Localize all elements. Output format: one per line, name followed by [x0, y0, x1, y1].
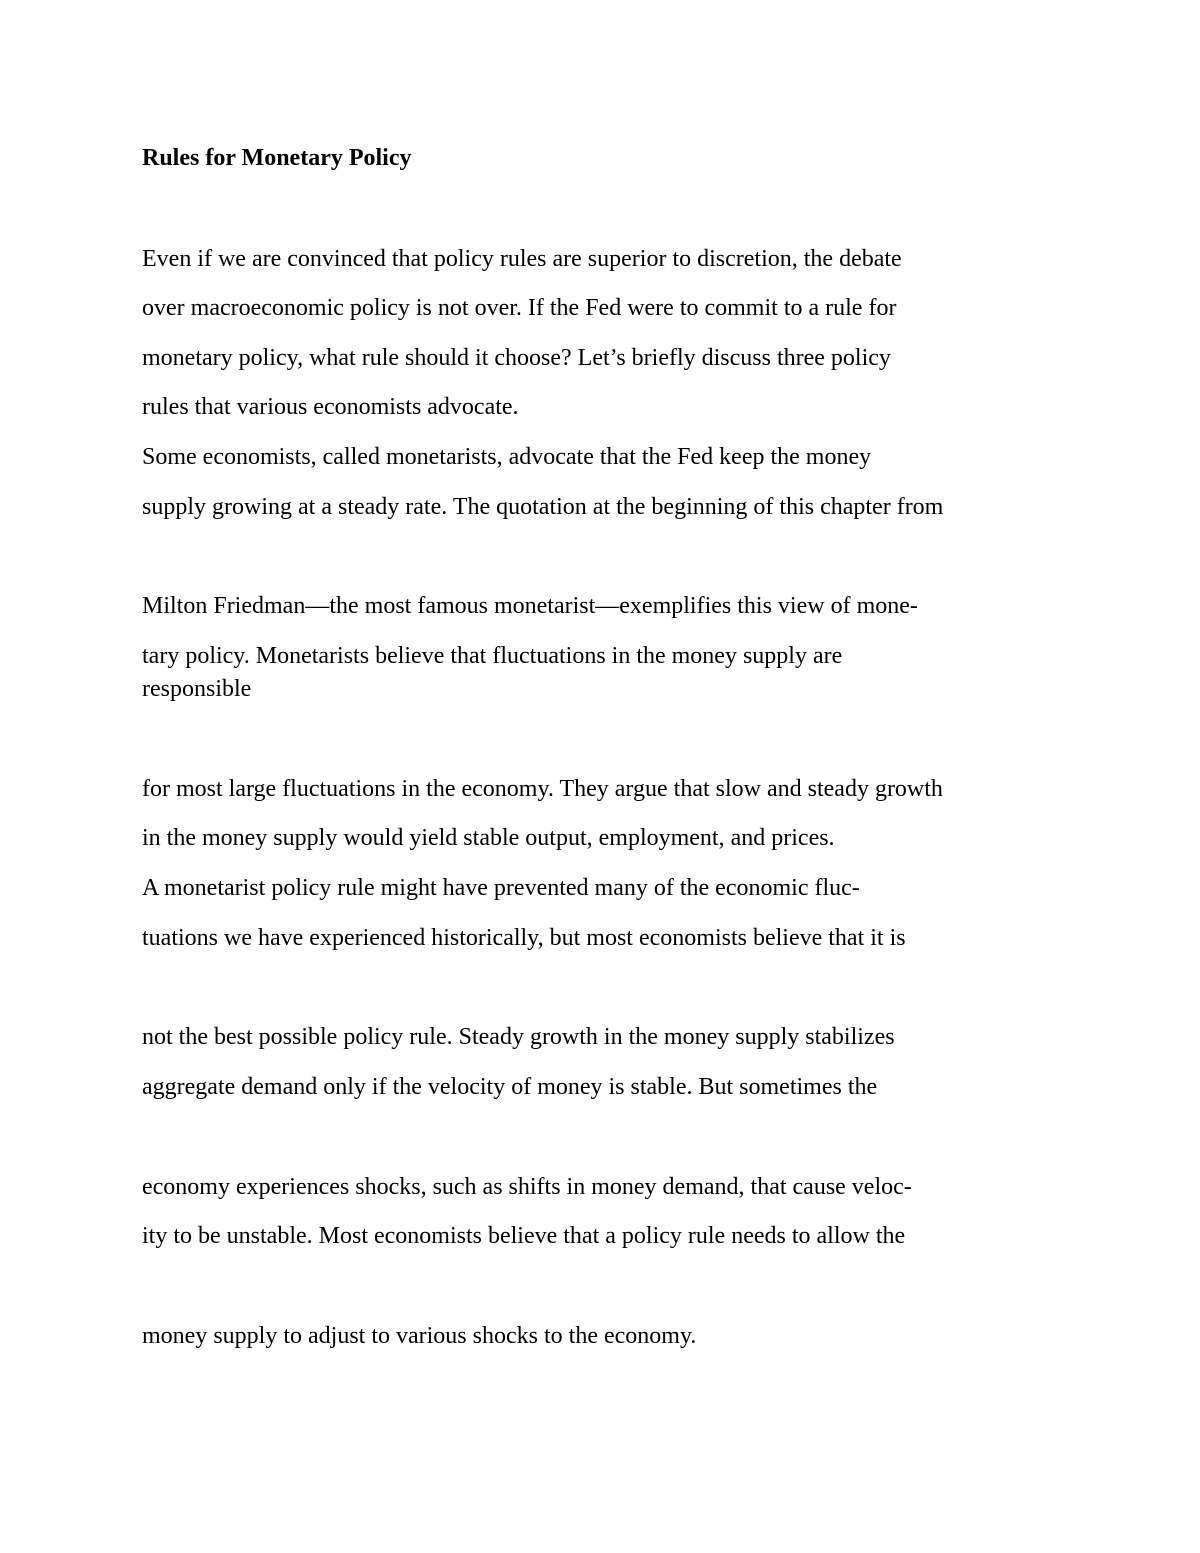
text-line: A monetarist policy rule might have prevented many of the economic fluc- [142, 875, 860, 901]
text-line: not the best possible policy rule. Steady growth in the money supply stabilizes [142, 1024, 895, 1050]
text-line: in the money supply would yield stable output, employment, and prices. [142, 825, 835, 851]
text-line: tuations we have experienced historically, but most economists believe that it is [142, 925, 906, 951]
text-line: rules that various economists advocate. [142, 394, 519, 420]
text-line: aggregate demand only if the velocity of money is stable. But sometimes the [142, 1074, 878, 1100]
text-line: monetary policy, what rule should it choose? Let’s briefly discuss three policy [142, 345, 891, 371]
text-line: economy experiences shocks, such as shifts in money demand, that cause veloc- [142, 1174, 912, 1200]
text-line: supply growing at a steady rate. The quotation at the beginning of this chapter from [142, 494, 944, 520]
text-line: responsible [142, 676, 252, 702]
text-line: for most large fluctuations in the economy. They argue that slow and steady growth [142, 776, 943, 802]
text-line: tary policy. Monetarists believe that fluctuations in the money supply are [142, 643, 843, 669]
text-line: Some economists, called monetarists, advocate that the Fed keep the money [142, 444, 872, 470]
text-line: Milton Friedman—the most famous monetarist—exemplifies this view of mone- [142, 593, 918, 619]
document-title: Rules for Monetary Policy [142, 145, 412, 171]
text-line: Even if we are convinced that policy rules are superior to discretion, the debate [142, 246, 902, 272]
text-line: money supply to adjust to various shocks to the economy. [142, 1323, 697, 1349]
text-line: ity to be unstable. Most economists believe that a policy rule needs to allow the [142, 1223, 906, 1249]
text-line: over macroeconomic policy is not over. If the Fed were to commit to a rule for [142, 295, 897, 321]
